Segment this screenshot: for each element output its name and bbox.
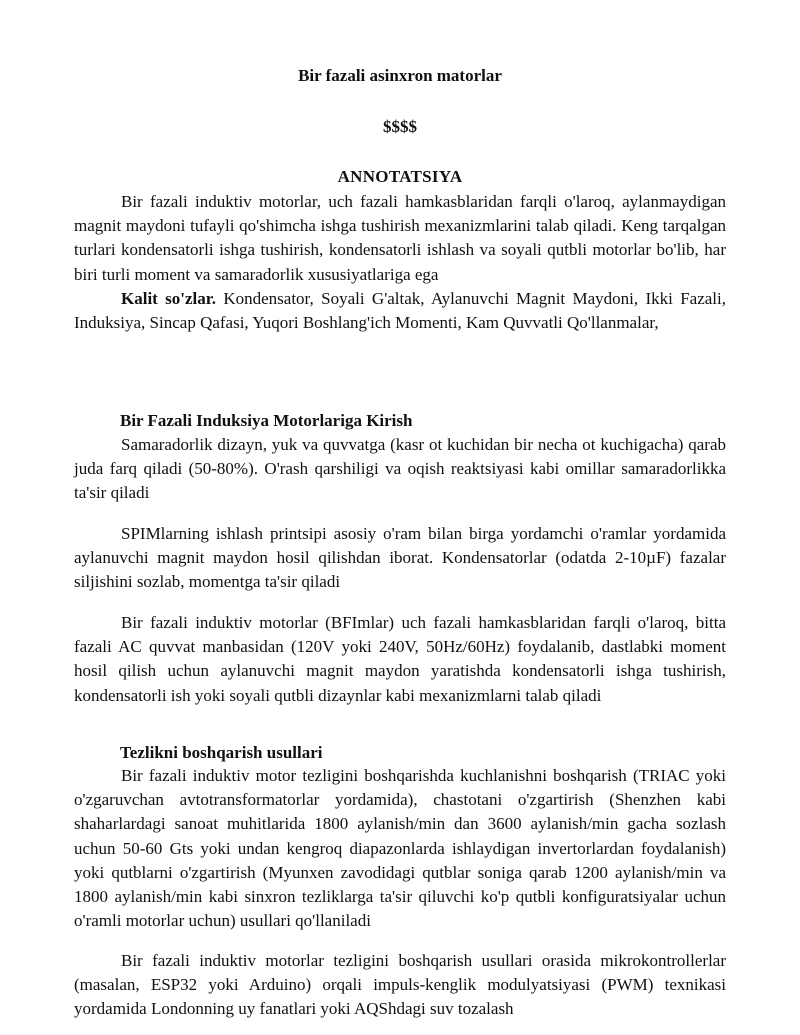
document-author: $$$$ bbox=[383, 117, 417, 136]
section-heading: Bir Fazali Induksiya Motorlariga Kirish bbox=[120, 411, 413, 430]
document-title: Bir fazali asinxron matorlar bbox=[298, 66, 502, 85]
section-paragraph: Bir fazali induktiv motorlar (BFImlar) uch fazali hamkasblaridan farqli o'laroq, bitta fazali AC quvvat manbasidan (120V yoki 240V, 50Hz/60Hz) foydalanib, dastlabki moment hosil qilish uchun aylanuvchi magnit maydon yaratishda kondensatorli ishga tushirish, kondensatorli ish yoki soyali qutbli dizaynlar kabi mexanizmlarni talab qiladi bbox=[74, 613, 726, 705]
abstract-heading: ANNOTATSIYA bbox=[337, 167, 463, 186]
keywords-text: Kondensator, Soyali G'altak, Aylanuvchi Magnit Maydoni, Ikki Fazali, Induksiya, Sincap Qafasi, Yuqori Boshlang'ich Momenti, Kam Quvvatli Qo'llanmalar, bbox=[74, 289, 726, 333]
keywords-paragraph bbox=[74, 287, 726, 335]
keywords-label: Kalit so'zlar. bbox=[121, 289, 217, 308]
section-paragraph: SPIMlarning ishlash printsipi asosiy o'ram bilan birga yordamchi o'ramlar yordamida aylanuvchi magnit maydon hosil qilishdan iborat. Kondensatorlar (odatda 2-10µF) fazalar siljishini sozlab, momentga ta'sir qiladi bbox=[74, 524, 726, 592]
abstract-text: Bir fazali induktiv motorlar, uch fazali hamkasblaridan farqli o'laroq, aylanmaydigan magnit maydoni tufayli qo'shimcha ishga tushirish mexanizmlarini talab qiladi. Keng tarqalgan turlari kondensatorli ishga tushirish, kondensatorli ishlash va soyali qutbli motorlar bo'lib, har biri turli moment va samaradorlik xususiyatlariga ega bbox=[74, 192, 726, 284]
section-paragraph: Samaradorlik dizayn, yuk va quvvatga (kasr ot kuchidan bir necha ot kuchigacha) qarab juda farq qiladi (50-80%). O'rash qarshiligi va oqish reaktsiyasi kabi omillar samaradorlikka ta'sir qiladi bbox=[74, 435, 726, 503]
section-paragraph: Bir fazali induktiv motor tezligini boshqarishda kuchlanishni boshqarish (TRIAC yoki o'zgaruvchan avtotransformatorlar yordamida), chastotani o'zgartirish (Shenzhen kabi shaharlardagi sanoat muhitlarida 1800 aylanish/min dan 3600 aylanish/min gacha sozlash uchun 50-60 Gts yoki undan kengroq diapazonlarda ishlaydigan invertorlardan foydalanish) yoki qutblarni o'zgartirish (Myunxen zavodidagi qutblar soniga qarab 1200 aylanish/min va 1800 aylanish/min kabi sinxron tezliklarga ta'sir qiluvchi ko'p qutbli konfiguratsiyalar uchun o'ramli motorlar uchun) usullari qo'llaniladi bbox=[74, 766, 726, 931]
section-heading: Tezlikni boshqarish usullari bbox=[120, 743, 323, 762]
section-paragraph: Bir fazali induktiv motorlar tezligini boshqarish usullari orasida mikrokontrollerlar (masalan, ESP32 yoki Arduino) orqali impuls-kenglik modulyatsiyasi (PWM) texnikasi yordamida Londonning uy fanatlari yoki AQShdagi suv tozalash bbox=[74, 951, 726, 1019]
